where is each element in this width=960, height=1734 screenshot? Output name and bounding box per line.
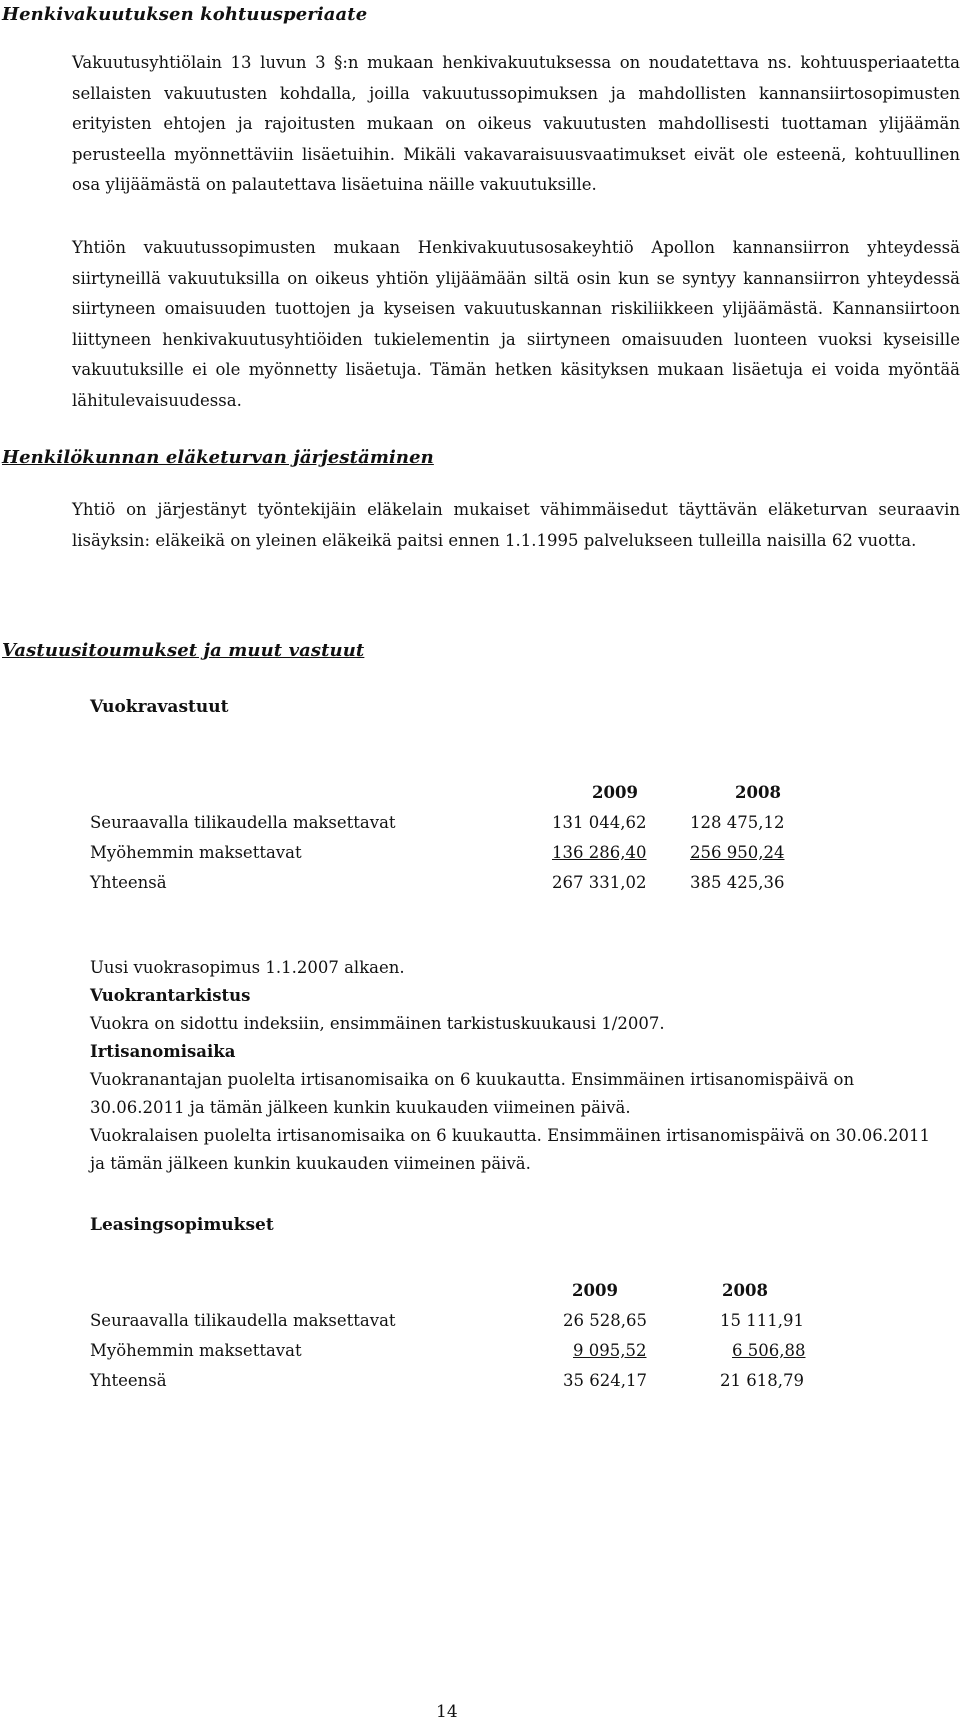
- value-2008: 6 506,88: [732, 1341, 806, 1360]
- value-2008: 128 475,12: [690, 813, 785, 832]
- notice-period-heading: Irtisanomisaika: [90, 1042, 236, 1061]
- value-2008: 21 618,79: [720, 1371, 804, 1390]
- year-2008-header: 2008: [722, 1281, 768, 1300]
- year-2009-header: 2009: [572, 1281, 618, 1300]
- year-2008-header: 2008: [735, 783, 781, 802]
- year-2009-header: 2009: [592, 783, 638, 802]
- section-heading-kohtuusperiaate: Henkivakuutuksen kohtuusperiaate: [2, 4, 368, 25]
- table-row: [90, 1366, 850, 1396]
- row-label: Yhteensä: [90, 1371, 167, 1390]
- table-row: [90, 868, 850, 898]
- value-2009: 35 624,17: [563, 1371, 647, 1390]
- rent-review-text: Vuokra on sidottu indeksiin, ensimmäinen tarkistuskuukausi 1/2007.: [90, 1014, 665, 1033]
- paragraph-kohtuusperiaate-1: Vakuutusyhtiölain 13 luvun 3 §:n mukaan henkivakuutuksessa on noudatettava ns. kohtuusperiaatetta sellaisten vakuutusten kohdalla, joilla vakuutussopimuksen ja mahdollisten kannansiirtosopimusten erityisten ehtojen ja rajoitusten mukaan on oikeus vakuutusten mahdollisesti tuottaman ylijäämän perusteella myönnettäviin lisäetuihin. Mikäli vakavaraisuusvaatimukset eivät ole esteenä, kohtuullinen osa ylijäämästä on palautettava lisäetuina näille vakuutuksille.: [72, 53, 960, 195]
- subheading-vuokravastuut: Vuokravastuut: [90, 697, 229, 717]
- page-number: 14: [436, 1702, 458, 1722]
- table-row: [90, 1306, 850, 1336]
- value-2008: 15 111,91: [720, 1311, 804, 1330]
- subheading-leasingsopimukset: Leasingsopimukset: [90, 1215, 274, 1235]
- section-heading-vastuusitoumukset: Vastuusitoumukset ja muut vastuut: [2, 640, 365, 661]
- value-2008: 385 425,36: [690, 873, 785, 892]
- value-2009: 136 286,40: [552, 843, 647, 862]
- section-heading-elaketurva: Henkilökunnan eläketurvan järjestäminen: [2, 447, 434, 468]
- row-label: Myöhemmin maksettavat: [90, 843, 302, 862]
- value-2008: 256 950,24: [690, 843, 785, 862]
- rent-review-heading: Vuokrantarkistus: [90, 986, 251, 1005]
- rent-liabilities-table: [90, 778, 850, 898]
- paragraph-kohtuusperiaate-2: Yhtiön vakuutussopimusten mukaan Henkivakuutusosakeyhtiö Apollon kannansiirron yhteydessä siirtyneillä vakuutuksilla on oikeus yhtiön ylijäämään siltä osin kun se syntyy kannansiirron yhteydessä siirtyneen omaisuuden tuottojen ja kyseisen vakuutuskannan riskiliikkeen ylijäämästä. Kannansiirtoon liittyneen henkivakuutusyhtiöiden tukielementin ja siirtyneen omaisuuden luonteen vuoksi kyseisille vakuutuksille ei ole myönnetty lisäetuja. Tämän hetken käsityksen mukaan lisäetuja ei voida myöntää lähitulevaisuudessa.: [72, 238, 960, 410]
- table-header-row: [90, 1276, 850, 1306]
- row-label: Seuraavalla tilikaudella maksettavat: [90, 1311, 396, 1330]
- row-label: Seuraavalla tilikaudella maksettavat: [90, 813, 396, 832]
- rent-contract-note: Uusi vuokrasopimus 1.1.2007 alkaen.: [90, 958, 405, 977]
- value-2009: 267 331,02: [552, 873, 647, 892]
- leasing-table: [90, 1276, 850, 1396]
- table-row: [90, 808, 850, 838]
- value-2009: 9 095,52: [573, 1341, 647, 1360]
- table-header-row: [90, 778, 850, 808]
- notice-period-landlord: Vuokranantajan puolelta irtisanomisaika on 6 kuukautta. Ensimmäinen irtisanomispäivä on 30.06.2011 ja tämän jälkeen kunkin kuukauden viimeinen päivä.: [90, 1070, 855, 1117]
- value-2009: 131 044,62: [552, 813, 647, 832]
- row-label: Myöhemmin maksettavat: [90, 1341, 302, 1360]
- rent-notes: [90, 954, 950, 1178]
- table-row: [90, 838, 850, 868]
- table-row: [90, 1336, 850, 1366]
- row-label: Yhteensä: [90, 873, 167, 892]
- value-2009: 26 528,65: [563, 1311, 647, 1330]
- notice-period-tenant: Vuokralaisen puolelta irtisanomisaika on 6 kuukautta. Ensimmäinen irtisanomispäivä on 30.06.2011 ja tämän jälkeen kunkin kuukauden viimeinen päivä.: [90, 1126, 930, 1173]
- paragraph-elaketurva: Yhtiö on järjestänyt työntekijäin eläkelain mukaiset vähimmäisedut täyttävän eläketurvan seuraavin lisäyksin: eläkeikä on yleinen eläkeikä paitsi ennen 1.1.1995 palvelukseen tulleilla naisilla 62 vuotta.: [72, 500, 960, 550]
